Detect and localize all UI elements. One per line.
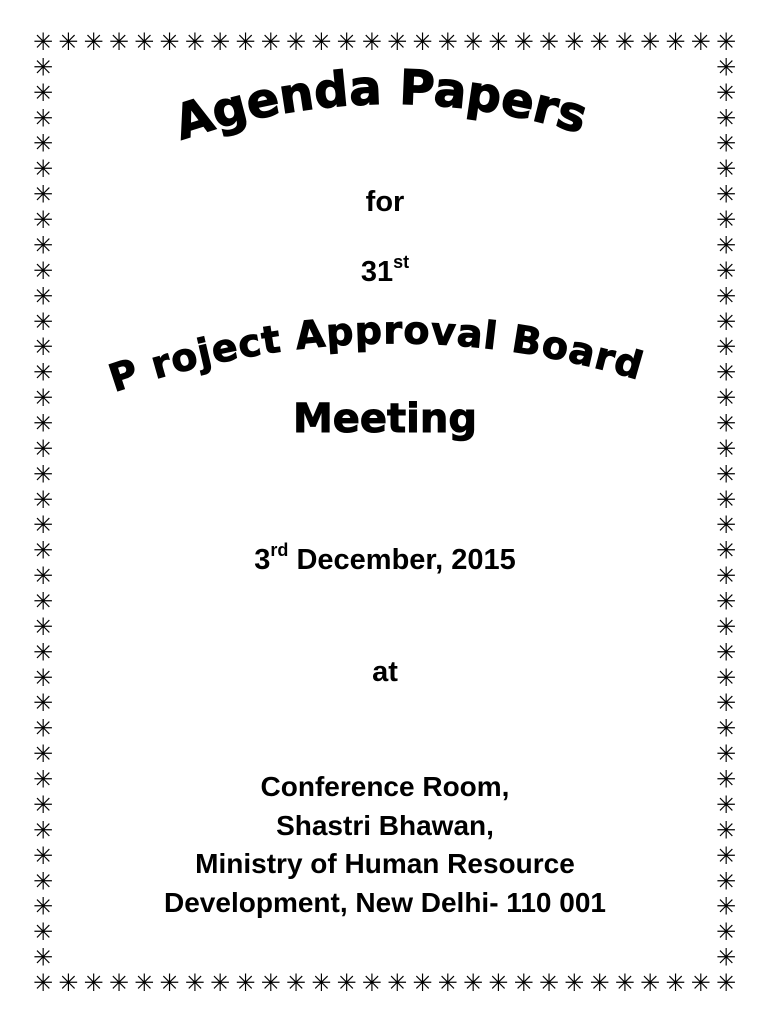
- venue-line: Ministry of Human Resource: [195, 848, 575, 879]
- border-star-icon: ✳: [184, 969, 205, 997]
- border-star-icon: ✳: [715, 384, 737, 413]
- venue-line: Development, New Delhi- 110 001: [164, 886, 606, 918]
- border-star-icon: ✳: [715, 104, 737, 133]
- border-star-icon: ✳: [715, 129, 737, 158]
- border-star-icon: ✳: [715, 155, 737, 184]
- date-day-suffix: rd: [270, 540, 289, 560]
- border-star-icon: ✳: [32, 28, 54, 56]
- border-star-icon: ✳: [32, 282, 54, 311]
- border-star-icon: ✳: [361, 969, 382, 997]
- border-star-icon: ✳: [336, 969, 357, 997]
- border-star-icon: ✳: [159, 28, 180, 56]
- border-star-icon: ✳: [32, 892, 54, 921]
- border-star-icon: ✳: [715, 892, 737, 921]
- border-star-icon: ✳: [285, 28, 307, 56]
- border-star-icon: ✳: [715, 689, 737, 718]
- border-star-icon: ✳: [210, 969, 231, 997]
- meeting-number: [0, 252, 770, 289]
- border-star-icon: ✳: [715, 206, 737, 235]
- border-star-icon: ✳: [32, 460, 54, 489]
- border-star-icon: ✳: [32, 612, 54, 641]
- border-star-icon: ✳: [260, 969, 281, 997]
- border-star-icon: ✳: [715, 434, 737, 463]
- border-star-icon: ✳: [260, 28, 281, 56]
- border-star-icon: ✳: [614, 28, 635, 56]
- border-star-icon: ✳: [134, 969, 155, 997]
- border-star-icon: ✳: [83, 969, 104, 997]
- border-star-icon: ✳: [690, 28, 711, 56]
- border-star-icon: ✳: [640, 28, 661, 56]
- border-star-icon: ✳: [715, 358, 737, 387]
- border-star-icon: ✳: [311, 28, 332, 56]
- venue-address: [0, 765, 770, 922]
- border-star-icon: ✳: [32, 53, 54, 82]
- border-star-icon: ✳: [715, 841, 737, 870]
- meeting-number-suffix: st: [393, 252, 410, 272]
- border-star-icon: ✳: [32, 536, 54, 565]
- border-star-icon: ✳: [285, 969, 307, 997]
- border-star-icon: ✳: [108, 969, 129, 997]
- border-star-icon: ✳: [715, 816, 737, 845]
- border-star-icon: ✳: [614, 969, 635, 997]
- border-star-icon: ✳: [412, 28, 433, 56]
- border-star-icon: ✳: [715, 282, 737, 311]
- border-star-icon: ✳: [715, 663, 737, 692]
- border-star-icon: ✳: [513, 28, 534, 56]
- document-title: Agenda Papers: [167, 59, 594, 152]
- border-star-icon: ✳: [32, 384, 54, 413]
- border-star-icon: ✳: [32, 562, 54, 591]
- border-star-icon: ✳: [538, 28, 559, 56]
- border-star-icon: ✳: [715, 638, 737, 667]
- border-star-icon: ✳: [564, 969, 585, 997]
- meeting-date: [0, 540, 770, 577]
- border-star-icon: ✳: [715, 28, 737, 56]
- border-star-icon: ✳: [462, 969, 484, 997]
- border-star-icon: ✳: [715, 790, 737, 819]
- border-star-icon: ✳: [32, 358, 54, 387]
- border-star-icon: ✳: [640, 969, 661, 997]
- border-star-icon: ✳: [108, 28, 129, 56]
- border-star-icon: ✳: [32, 333, 54, 362]
- border-star-icon: ✳: [715, 485, 737, 514]
- border-star-icon: ✳: [32, 104, 54, 133]
- border-star-icon: ✳: [32, 155, 54, 184]
- border-star-icon: ✳: [235, 28, 256, 56]
- subtitle-line-1: P roject Approval Board: [103, 308, 649, 401]
- border-star-icon: ✳: [387, 28, 408, 56]
- border-star-icon: ✳: [488, 969, 509, 997]
- border-star-icon: ✳: [715, 943, 737, 972]
- border-star-icon: ✳: [311, 969, 332, 997]
- border-star-icon: ✳: [58, 969, 79, 997]
- border-star-icon: ✳: [32, 740, 54, 769]
- border-star-icon: ✳: [32, 180, 54, 209]
- date-day: 3: [254, 544, 271, 576]
- border-star-icon: ✳: [715, 256, 737, 285]
- border-star-icon: ✳: [361, 28, 382, 56]
- border-star-icon: ✳: [462, 28, 484, 56]
- border-star-icon: ✳: [32, 689, 54, 718]
- border-star-icon: ✳: [715, 333, 737, 362]
- border-star-icon: ✳: [437, 969, 458, 997]
- border-star-icon: ✳: [32, 206, 54, 235]
- border-star-icon: ✳: [184, 28, 205, 56]
- border-star-icon: ✳: [32, 816, 54, 845]
- border-star-icon: ✳: [488, 28, 509, 56]
- venue-line: Shastri Bhawan,: [276, 809, 494, 841]
- border-star-icon: ✳: [32, 231, 54, 260]
- border-star-icon: ✳: [32, 943, 54, 972]
- border-star-icon: ✳: [387, 969, 408, 997]
- border-star-icon: ✳: [32, 256, 54, 285]
- border-star-icon: ✳: [715, 409, 737, 438]
- border-star-icon: ✳: [32, 663, 54, 692]
- border-star-icon: ✳: [32, 485, 54, 514]
- border-star-icon: ✳: [32, 587, 54, 616]
- border-star-icon: ✳: [715, 714, 737, 743]
- border-star-icon: ✳: [32, 78, 54, 107]
- border-star-icon: ✳: [32, 765, 54, 794]
- meeting-number-value: 31: [360, 256, 394, 288]
- border-star-icon: ✳: [32, 867, 54, 896]
- border-star-icon: ✳: [715, 612, 737, 641]
- border-star-icon: ✳: [715, 78, 737, 107]
- border-star-icon: ✳: [32, 434, 54, 463]
- border-star-icon: ✳: [665, 28, 686, 56]
- venue-line: Conference Room,: [260, 771, 510, 802]
- border-star-icon: ✳: [665, 969, 686, 997]
- subtitle-line-2: Meeting: [292, 396, 478, 442]
- border-star-icon: ✳: [589, 969, 610, 997]
- border-star-icon: ✳: [715, 867, 737, 896]
- border-star-icon: ✳: [159, 969, 180, 997]
- border-star-icon: ✳: [210, 28, 231, 56]
- border-star-icon: ✳: [83, 28, 104, 56]
- border-star-icon: ✳: [715, 180, 737, 209]
- border-star-icon: ✳: [32, 307, 54, 336]
- border-star-icon: ✳: [715, 740, 737, 769]
- border-star-icon: ✳: [58, 28, 79, 56]
- border-star-icon: ✳: [32, 638, 54, 667]
- border-star-icon: ✳: [32, 129, 54, 158]
- at-text: at: [372, 656, 398, 688]
- border-star-icon: ✳: [715, 587, 737, 616]
- border-star-icon: ✳: [715, 53, 737, 82]
- border-star-icon: ✳: [715, 536, 737, 565]
- border-star-icon: ✳: [412, 969, 433, 997]
- date-rest: December, 2015: [288, 544, 516, 576]
- border-star-icon: ✳: [715, 307, 737, 336]
- border-star-icon: ✳: [589, 28, 610, 56]
- border-star-icon: ✳: [513, 969, 534, 997]
- border-star-icon: ✳: [32, 511, 54, 540]
- for-text: for: [365, 186, 405, 218]
- border-star-icon: ✳: [715, 460, 737, 489]
- border-star-icon: ✳: [715, 562, 737, 591]
- border-star-icon: ✳: [32, 790, 54, 819]
- border-star-icon: ✳: [715, 918, 737, 947]
- border-star-icon: ✳: [690, 969, 711, 997]
- border-star-icon: ✳: [715, 231, 737, 260]
- border-star-icon: ✳: [437, 28, 458, 56]
- border-star-icon: ✳: [336, 28, 357, 56]
- border-star-icon: ✳: [32, 841, 54, 870]
- border-star-icon: ✳: [32, 918, 54, 947]
- border-star-icon: ✳: [235, 969, 256, 997]
- border-star-icon: ✳: [538, 969, 559, 997]
- border-star-icon: ✳: [32, 969, 54, 997]
- border-star-icon: ✳: [564, 28, 585, 56]
- border-star-icon: ✳: [715, 511, 737, 540]
- border-star-icon: ✳: [32, 409, 54, 438]
- border-star-icon: ✳: [134, 28, 155, 56]
- border-star-icon: ✳: [715, 969, 737, 997]
- border-star-icon: ✳: [715, 765, 737, 794]
- border-star-icon: ✳: [32, 714, 54, 743]
